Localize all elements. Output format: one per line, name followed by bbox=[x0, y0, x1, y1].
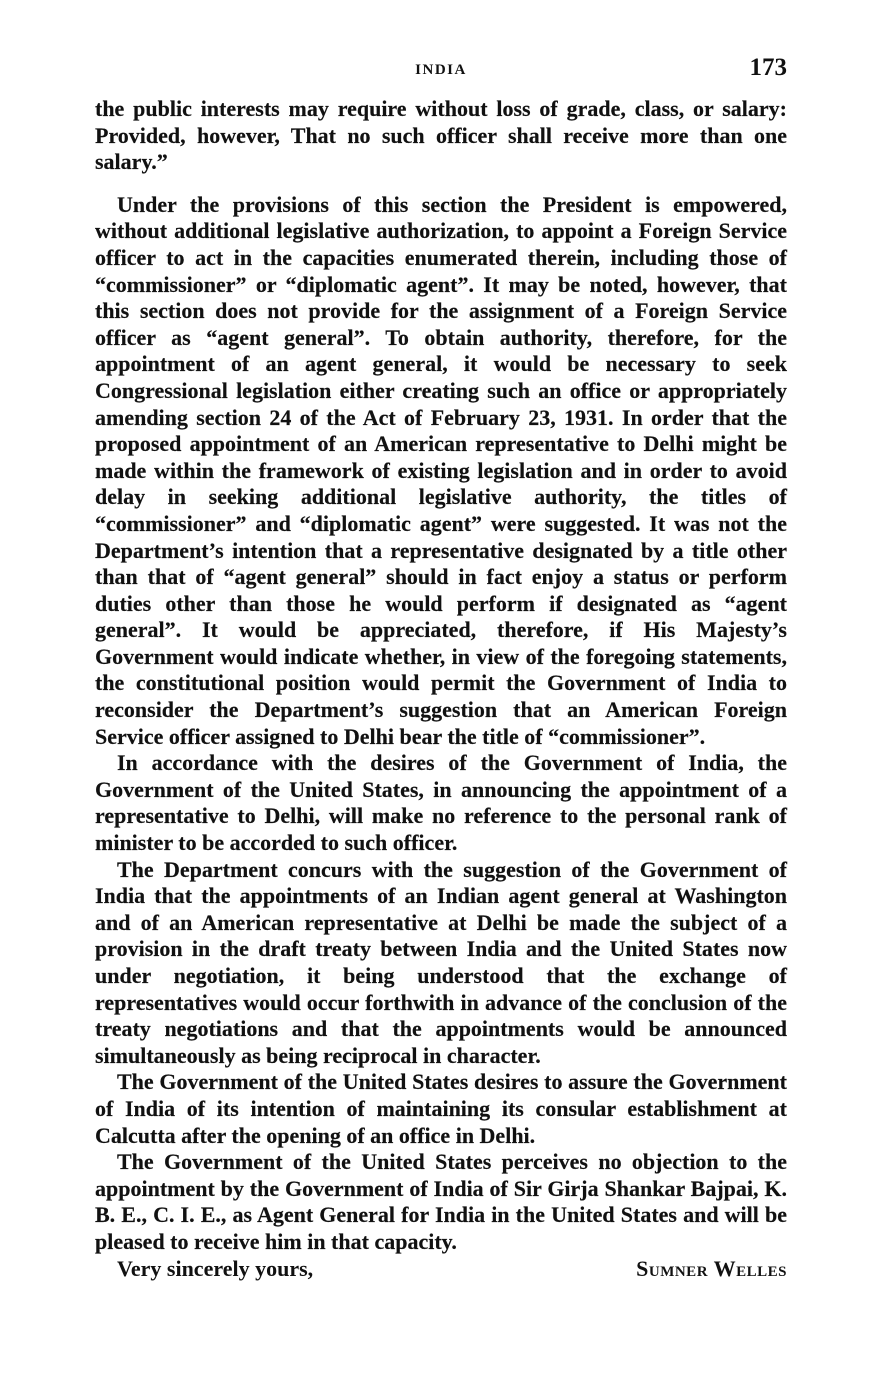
paragraph-agent-general: The Government of the United States perceives no objection to the appointment by the Government of India of Sir Girja Shankar Bajpai, K. B. E., C. I. E., as Agent General for India in the United States and will be pleased to receive him in that capacity. bbox=[95, 1149, 787, 1254]
page-number: 173 bbox=[749, 54, 787, 81]
paragraph-department-concurs: The Department concurs with the suggestion of the Government of India that the appointments of an Indian agent general at Washington and of an American representative at Delhi be made the subject of a provision in the draft treaty between India and the United States now under negotiation, it being understood that the exchange of representatives would occur forthwith in advance of the conclusion of the treaty negotiations and that the appointments would be announced simultaneously as being reciprocal in character. bbox=[95, 856, 787, 1068]
page-header bbox=[95, 52, 787, 96]
closing-salutation: Very sincerely yours, bbox=[117, 1255, 314, 1281]
document-page bbox=[95, 52, 787, 1284]
paragraph-provisions: Under the provisions of this section the President is empowered, without additional legislative authorization, to appoint a Foreign Service officer to act in the capacities enumerated therein, including those of “commissioner” or “diplomatic agent”. It may be noted, however, that this section does not provide for the assignment of a Foreign Service officer as “agent general”. To obtain authority, therefore, for the appointment of an agent general, it would be necessary to seek Congressional legislation either creating such an office or appropriately amending section 24 of the Act of February 23, 1931. In order that the proposed appointment of an American representative to Delhi might be made within the framework of existing legislation and in order to avoid delay in seeking additional legislative authority, the titles of “commissioner” and “diplomatic agent” were suggested. It was not the Department’s intention that a representative designated by a title other than that of “agent general” should in fact enjoy a status or perform duties other than those he would perform if designated as “agent general”. It would be appreciated, therefore, if His Majesty’s Government would indicate whether, in view of the foregoing statements, the constitutional position would permit the Government of India to reconsider the Department’s suggestion that an American Foreign Service officer assigned to Delhi bear the title of “commissioner”. bbox=[95, 191, 787, 749]
signature: Sumner Welles bbox=[636, 1255, 787, 1281]
running-head: INDIA bbox=[415, 62, 467, 78]
letter-closing bbox=[95, 1256, 787, 1284]
paragraph-continued-quote: the public interests may require without loss of grade, class, or salary: Provided, however, That no such officer shall receive more than one salary.” bbox=[95, 96, 787, 175]
paragraph-desires: In accordance with the desires of the Government of India, the Government of the United States, in announcing the appointment of a representative to Delhi, will make no reference to the personal rank of minister to be accorded to such officer. bbox=[95, 750, 787, 856]
paragraph-consular-establishment: The Government of the United States desires to assure the Government of India of its intention of maintaining its consular establishment at Calcutta after the opening of an office in Delhi. bbox=[95, 1069, 787, 1148]
